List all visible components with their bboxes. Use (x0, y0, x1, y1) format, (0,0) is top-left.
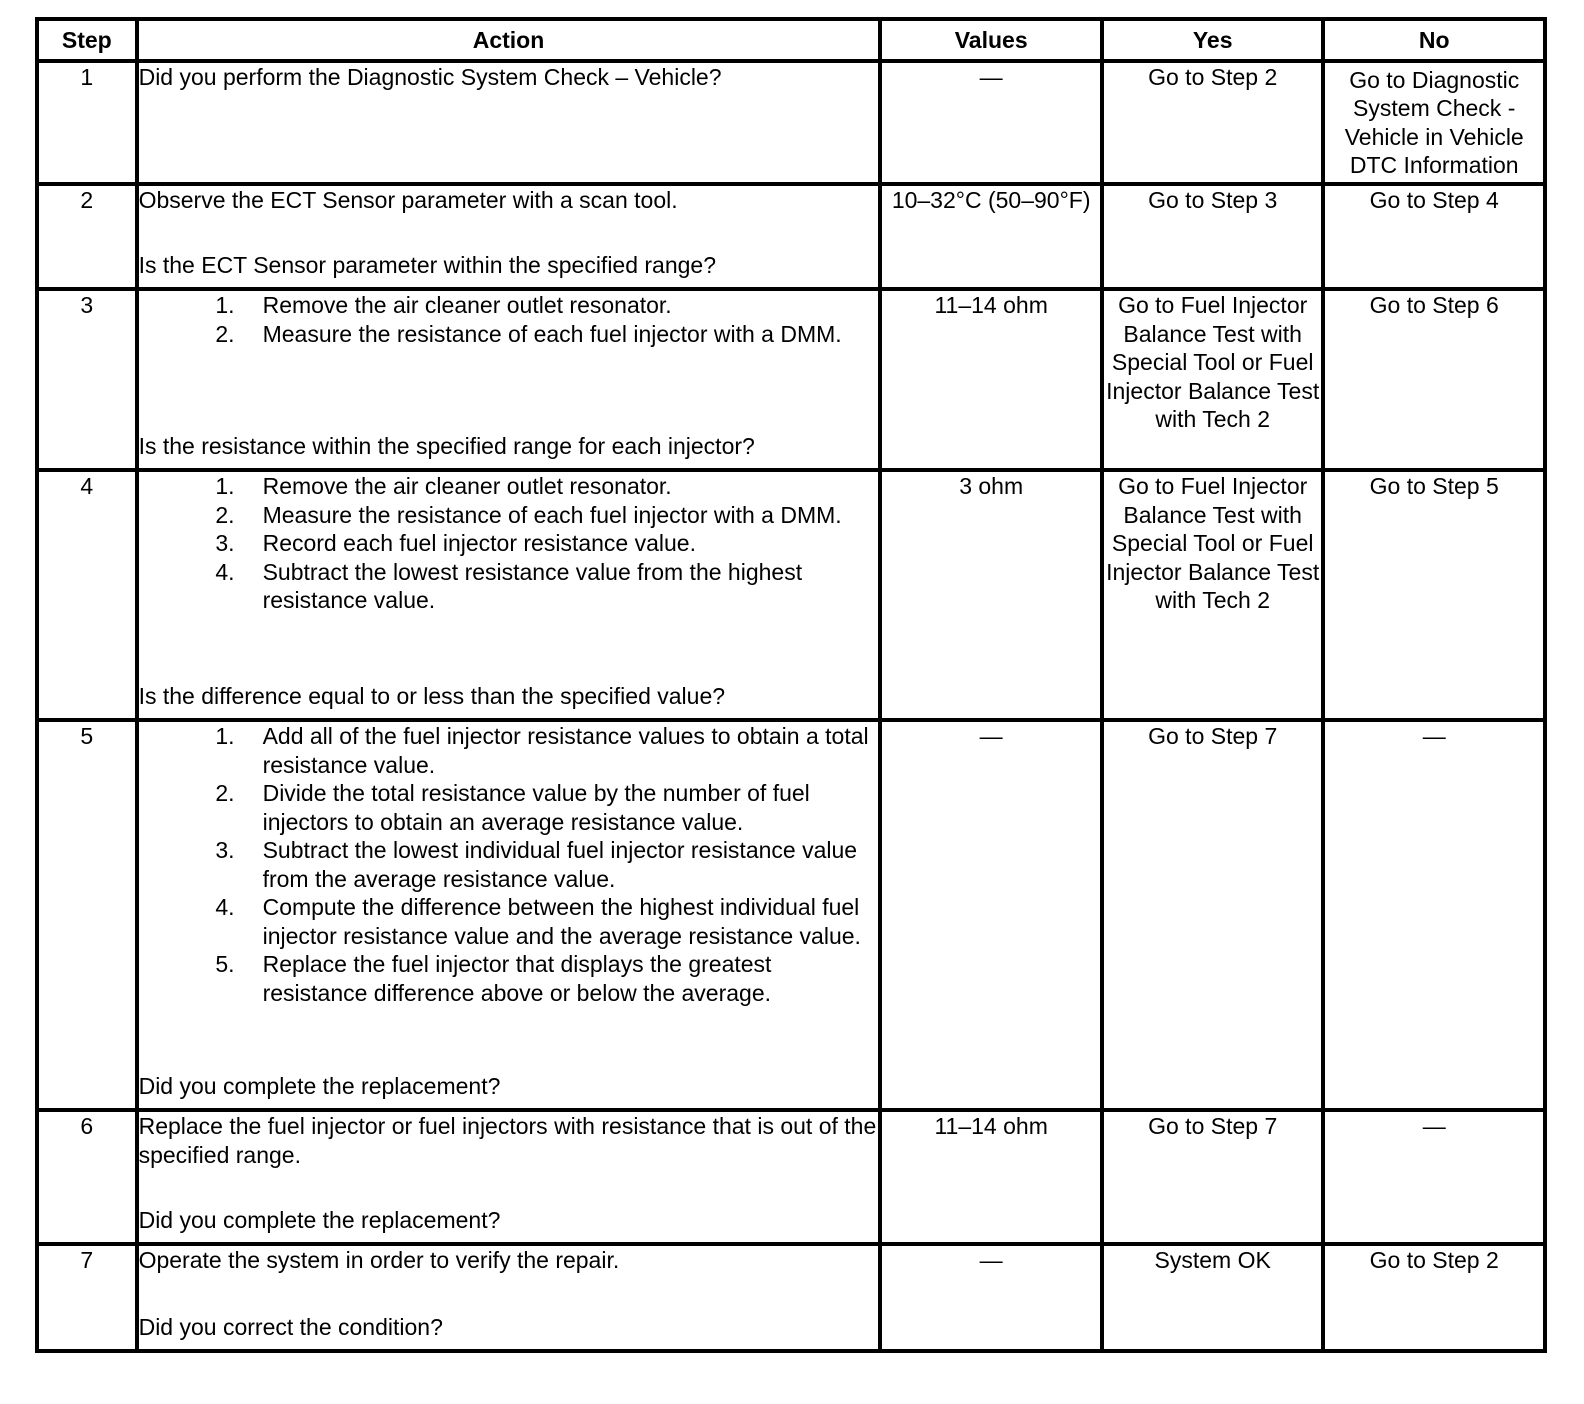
action-content (139, 1112, 879, 1234)
header-values: Values (880, 19, 1102, 61)
no-cell: Go to Diagnostic System Check - Vehicle in Vehicle DTC Information (1323, 61, 1545, 184)
list-item-text: Subtract the lowest individual fuel injector resistance value from the average resistance value. (262, 837, 858, 892)
action-question: Did you complete the replacement? (138, 1206, 501, 1233)
list-item-text: Record each fuel injector resistance value. (262, 530, 696, 556)
no-cell: Go to Step 5 (1323, 470, 1545, 720)
no-cell: — (1323, 720, 1545, 1110)
yes-cell: System OK (1102, 1244, 1324, 1351)
action-top (139, 1246, 879, 1275)
table-row (37, 1244, 1545, 1351)
no-cell: Go to Step 2 (1323, 1244, 1545, 1351)
action-question: Did you correct the condition? (138, 1313, 443, 1340)
action-content (139, 472, 879, 710)
action-top (139, 1112, 879, 1169)
list-item-number: 4. (215, 558, 235, 585)
list-item-number: 4. (215, 894, 235, 920)
values-cell: — (880, 720, 1102, 1110)
step-number: 4 (37, 470, 137, 720)
list-item-text: Add all of the fuel injector resistance values to obtain a total resistance value. (262, 723, 869, 778)
header-step: Step (37, 19, 137, 61)
action-step-list (139, 472, 879, 615)
values-cell: — (880, 1244, 1102, 1351)
list-item-text: Divide the total resistance value by the number of fuel injectors to obtain an average resistance value. (262, 780, 810, 835)
list-item-number: 2. (215, 320, 235, 347)
list-item (139, 950, 879, 1007)
action-cell (137, 1244, 881, 1351)
step-number: 1 (37, 61, 137, 184)
list-item (139, 558, 879, 615)
action-lead-text: Operate the system in order to verify the repair. (138, 1247, 620, 1273)
no-cell: — (1323, 1110, 1545, 1244)
action-content (139, 722, 879, 1100)
values-cell: 10–32°C (50–90°F) (880, 184, 1102, 289)
yes-cell: Go to Step 7 (1102, 1110, 1324, 1244)
list-item (139, 529, 879, 558)
yes-cell: Go to Step 7 (1102, 720, 1324, 1110)
list-item (139, 472, 879, 501)
step-number: 6 (37, 1110, 137, 1244)
action-content (139, 63, 879, 174)
values-cell: 3 ohm (880, 470, 1102, 720)
list-item-text: Subtract the lowest resistance value from the highest resistance value. (262, 558, 803, 613)
list-item-number: 2. (215, 780, 235, 806)
action-step-list (139, 291, 879, 348)
table-row (37, 184, 1545, 289)
list-item-text: Remove the air cleaner outlet resonator. (262, 473, 672, 499)
diagnostic-table (35, 17, 1547, 1353)
action-cell (137, 720, 881, 1110)
list-item (139, 722, 879, 779)
list-item-number: 1. (215, 473, 235, 499)
action-top (139, 63, 879, 92)
list-item-text: Remove the air cleaner outlet resonator. (262, 292, 672, 318)
values-cell: 11–14 ohm (880, 289, 1102, 470)
header-row (37, 19, 1545, 61)
list-item-number: 1. (215, 292, 235, 318)
action-lead-text: Did you perform the Diagnostic System Check – Vehicle? (138, 64, 722, 90)
action-content (139, 186, 879, 279)
yes-cell: Go to Fuel Injector Balance Test with Special Tool or Fuel Injector Balance Test with Tech 2 (1102, 470, 1324, 720)
action-cell (137, 289, 881, 470)
list-item (139, 501, 879, 530)
list-item (139, 893, 879, 950)
action-question: Is the difference equal to or less than the specified value? (138, 682, 726, 709)
action-lead-text: Observe the ECT Sensor parameter with a scan tool. (138, 187, 678, 213)
values-cell: — (880, 61, 1102, 184)
list-item-text: Replace the fuel injector that displays the greatest resistance difference above or below the average. (262, 951, 772, 1006)
table-row (37, 470, 1545, 720)
table-row (37, 720, 1545, 1110)
action-question: Did you complete the replacement? (138, 1072, 501, 1099)
list-item-number: 1. (215, 723, 235, 749)
table-row (37, 61, 1545, 184)
list-item-text: Measure the resistance of each fuel injector with a DMM. (262, 320, 842, 347)
list-item-number: 2. (215, 501, 235, 528)
list-item (139, 320, 879, 349)
action-content (139, 291, 879, 460)
values-cell: 11–14 ohm (880, 1110, 1102, 1244)
header-action: Action (137, 19, 881, 61)
step-number: 5 (37, 720, 137, 1110)
action-question: Is the ECT Sensor parameter within the specified range? (138, 251, 717, 278)
yes-cell: Go to Fuel Injector Balance Test with Special Tool or Fuel Injector Balance Test with Tech 2 (1102, 289, 1324, 470)
action-cell (137, 470, 881, 720)
yes-cell: Go to Step 3 (1102, 184, 1324, 289)
step-number: 2 (37, 184, 137, 289)
list-item (139, 291, 879, 320)
action-step-list (139, 722, 879, 1007)
action-content (139, 1246, 879, 1341)
no-cell: Go to Step 6 (1323, 289, 1545, 470)
header-yes: Yes (1102, 19, 1324, 61)
list-item-number: 3. (215, 837, 235, 863)
step-number: 3 (37, 289, 137, 470)
action-cell (137, 184, 881, 289)
action-top (139, 291, 879, 348)
list-item (139, 779, 879, 836)
action-cell (137, 1110, 881, 1244)
action-cell (137, 61, 881, 184)
step-number: 7 (37, 1244, 137, 1351)
yes-cell: Go to Step 2 (1102, 61, 1324, 184)
table-row (37, 289, 1545, 470)
action-top (139, 472, 879, 615)
header-no: No (1323, 19, 1545, 61)
list-item-number: 3. (215, 530, 235, 556)
action-lead-text: Replace the fuel injector or fuel injectors with resistance that is out of the specified range. (138, 1113, 877, 1168)
no-cell: Go to Step 4 (1323, 184, 1545, 289)
list-item-text: Compute the difference between the highest individual fuel injector resistance value and the average resistance value. (262, 894, 861, 949)
action-top (139, 722, 879, 1007)
action-question: Is the resistance within the specified range for each injector? (138, 432, 755, 459)
table-row (37, 1110, 1545, 1244)
action-top (139, 186, 879, 215)
list-item (139, 836, 879, 893)
list-item-number: 5. (215, 951, 235, 977)
list-item-text: Measure the resistance of each fuel injector with a DMM. (262, 501, 842, 528)
